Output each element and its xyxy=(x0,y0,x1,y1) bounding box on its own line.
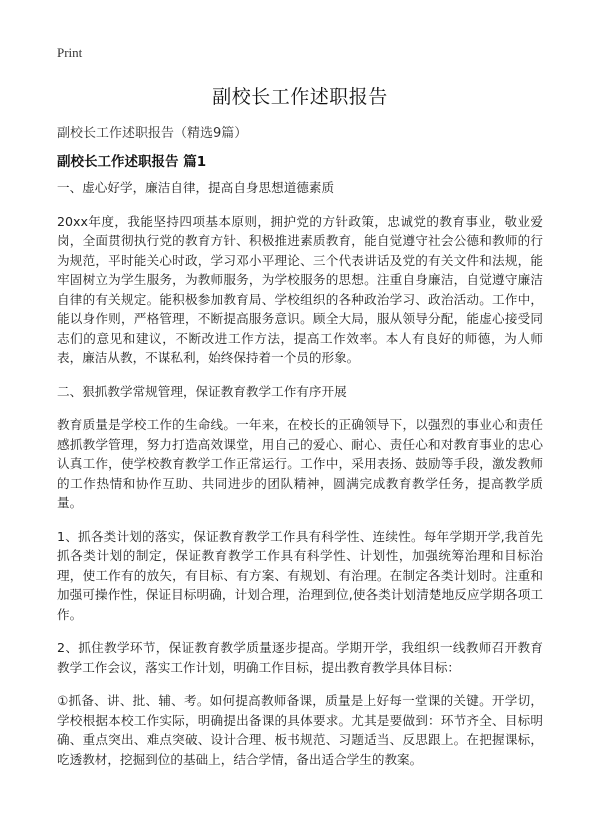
document-subtitle: 副校长工作述职报告（精选9篇） xyxy=(57,126,248,141)
paragraph-heading-1: 一、虚心好学，廉洁自律，提高自身思想道德素质 xyxy=(57,180,335,195)
print-link[interactable]: Print xyxy=(57,45,83,60)
section-heading: 副校长工作述职报告 篇1 xyxy=(57,154,207,170)
document-body xyxy=(57,178,543,783)
paragraph: 20xx年度，我能坚持四项基本原则，拥护党的方针政策，忠诚党的教育事业，敬业爱岗，全面贯彻执行党的教育方针、积极推进素质教育，能自觉遵守社会公德和教师的行为规范，平时能关心时政，学习邓小平理论、三个代表讲话及党的有关文件和法规，能牢固树立为学生服务，为教师服务，为学校服务的思想。注重自身廉洁，自觉遵守廉洁自律的有关规定。能积极参加教育局、学校组织的各种政治学习、政治活动。工作中，能以身作则，严格管理，不断提高服务意识。顾全大局，服从领导分配，能虚心接受同志们的意见和建议，不断改进工作方法，提高工作效率。本人有良好的师德，为人师表，廉洁从教，不谋私利，始终保持着一个员的形象。 xyxy=(57,213,543,365)
paragraph: ①抓备、讲、批、辅、考。如何提高教师备课，质量是上好每一堂课的关键。开学切，学校根据本校工作实际，明确提出备课的具体要求。尤其是要做到：环节齐全、目标明确、重点突出、难点突破、设计合理、板书规范、习题适当、反思跟上。在把握课标，吃透教材，挖掘到位的基础上，结合学情，备出适合学生的教案。 xyxy=(57,693,543,767)
document-title: 副校长工作述职报告 xyxy=(212,86,388,108)
paragraph: 1、抓各类计划的落实，保证教育教学工作具有科学性、连续性。每年学期开学,我首先抓各类计划的制定，保证教育教学工作具有科学性、计划性，加强统筹治理和目标治理，使工作有的放矢，有目标、有方案、有规划、有治理。在制定各类计划时。注重和加强可操作性，保证目标明确，计划合理，治理到位,使各类计划清楚地反应学期各项工作。 xyxy=(57,528,543,622)
paragraph: 2、抓住教学环节，保证教育教学质量逐步提高。学期开学，我组织一线教师召开教育教学工作会议，落实工作计划，明确工作目标，提出教育教学具体目标： xyxy=(57,640,543,675)
paragraph-heading-2: 二、狠抓教学常规管理，保证教育教学工作有序开展 xyxy=(57,383,347,399)
paragraph: 教育质量是学校工作的生命线。一年来，在校长的正确领导下，以强烈的事业心和责任感抓教学管理，努力打造高效课堂，用自己的爱心、耐心、责任心和对教育事业的忠心认真工作，使学校教育教学工作正常运行。工作中，采用表扬、鼓励等手段，激发教师的工作热情和协作互助、共同进步的团队精神，圆满完成教育教学任务，提高教学质量。 xyxy=(57,417,543,510)
